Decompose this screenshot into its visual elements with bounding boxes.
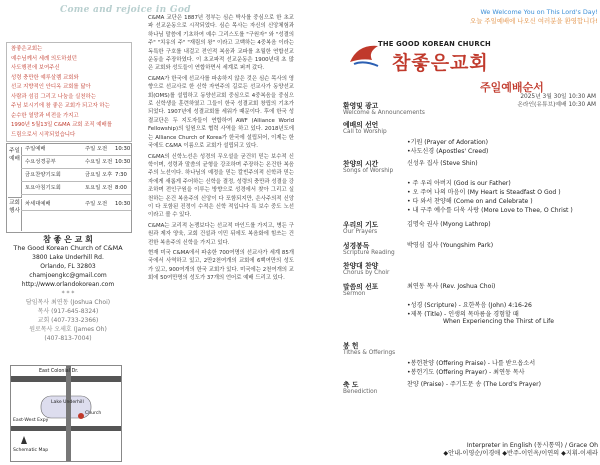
map-church-label: Church <box>85 411 102 416</box>
order-detail: • 다 와서 찬양해 (Come on and Celebrate ) <box>407 198 533 205</box>
order-item: 성경봉독 Scripture Reading <box>343 242 395 256</box>
order-detail: •봉헌기도 (Offering Prayer) - 최연동 목사 <box>407 369 525 376</box>
order-detail: •성경 (Scripture) - 요한복음 (John) 4:16-26 <box>407 302 532 309</box>
history-paragraph: C&MA의 신학노선은 성경의 무오설을 굳건히 믿는 보수적 신학이며, 성령과 말씀의 균형을 강조하며 주장하는 온건한 복음주의 노선이다. 하나님의 예정을 믿는 칼빈주의적 신학과 믿는 자에게 새롭게 주어하는 신학을 결정, 성령의 충만과 성결을 강조하며 전인구원을 이루는 방향으로 성경에서 찾아 그리고 실천하는 온건 복음주의 신앙이 다 포함되지만, 은사주의적 신앙이 다 포함된 진정이 수적은 신학 적입니다 특 보수 중도 노선이라고 볼 수 있다. <box>148 153 294 219</box>
order-detail: When Experiencing the Thirst of Life <box>443 318 555 325</box>
order-of-service-title: 주일예배순서 <box>480 81 544 94</box>
order-detail: 최연동 목사 (Rev. Joshua Choi) <box>407 283 496 290</box>
dove-logo-icon <box>348 40 382 70</box>
church-name-ko: 참 좋 은 교 회 <box>43 235 93 244</box>
order-detail: 찬양 (Praise) - 주기도문 송 (The Lord's Prayer) <box>407 381 542 388</box>
order-date: 2025년 3월 30일 10:30 AM 온라인(유튜브)예배 10:30 AM <box>517 94 596 108</box>
order-detail: •사도신경 (Apostles' Creed) <box>407 148 489 155</box>
church-address: 3800 Lake Underhill Rd. <box>32 254 104 261</box>
intro-line: 주님 보시기에 참 좋은 교회가 되고자 하는 <box>11 103 110 109</box>
separator-stars: * * * <box>61 290 75 297</box>
order-item: 우리의 기도 Our Prayers <box>343 221 379 235</box>
order-detail: • 내 구주 예수를 더욱 사랑 (More Love to Thee, O Christ ) <box>407 207 573 214</box>
church-phone: 교회 (407-733-2366) <box>37 317 99 324</box>
order-item: 봉 헌 Tithes & Offerings <box>343 342 396 356</box>
order-detail: •기원 (Prayer of Adoration) <box>407 139 489 146</box>
church-city: Orlando, FL 32803 <box>40 263 96 270</box>
history-paragraph: C&MA 교단은 1887년 정부는 심슨 박사를 중심으로 한 초교파 선교운동으로 시작되었다. 심슨 목사는 자신의 신앙체험과 하나님 말씀에 기초하여 예수 그리스도를 "구원자" 와 "성결의 주" "치유의 주" "재림의 왕" 이라고 고백하는 4중복음 이라는 독특한 구호를 내걸고 전인적 복음과 교파를 초월한 연합선교운동을 주장하였다. 이 초교파적 선교운동은 1900년대 초 많은 교회와 성도들이 연합하면서 세계로 퍼져 갔다. <box>148 15 294 72</box>
schedule-row: 주일예배 주일 오전 10:30 <box>21 144 131 156</box>
map-lake-underhill: Lake Underhill <box>51 400 84 405</box>
schematic-map <box>10 365 122 462</box>
church-website: http://www.orlandokorean.com <box>21 281 115 288</box>
intro-line: 선교 지향적인 안디옥 교회를 닮아 <box>11 84 91 90</box>
schedule-worship-label: 주일예배 <box>8 147 22 198</box>
order-item: 환영및 광고 Welcome & Announcements <box>343 102 425 116</box>
intro-line: 드림으로서 시작되었습니다 <box>11 131 76 138</box>
church-name-en: The Good Korean Church of C&MA <box>13 244 123 252</box>
welcome-block <box>430 8 598 26</box>
order-item: 말씀의 선포 Sermon <box>343 283 379 297</box>
order-item: 찬양대 찬양 Chorus by Choir <box>343 262 390 276</box>
welcome-en: We Welcome You on This Lord's Day! <box>480 8 598 16</box>
schedule-row: 토요아침기도회 토요일 오전 8:00 <box>21 183 131 195</box>
elder-phone: (407-813-7004) <box>44 335 92 342</box>
intro-line: 참좋은교회는 <box>11 46 43 52</box>
north-arrow-icon <box>21 436 27 444</box>
logo-text-en: THE GOOD KOREAN CHURCH <box>378 40 491 48</box>
elder-pastor: 원로목사 오세호 (James Oh) <box>29 326 107 333</box>
order-detail: • 주 우리 아버지 (God is our Father) <box>407 180 511 187</box>
order-detail: •봉헌찬양 (Offering Praise) - 나를 받으옵소서 <box>407 360 536 367</box>
intro-line: 사람과 섬김 그리고 나눔을 실천하는 <box>11 93 96 100</box>
order-item: 예배의 선언 Call to Worship <box>343 121 387 135</box>
welcome-ko: 오늘 주일예배에 나오신 여러분을 환영합니다! <box>470 17 598 25</box>
schedule-row: 수요성경공부 수요일 오전 10:30 <box>21 157 131 169</box>
order-detail: • 오 주여 나의 마음이 (My Heart is Steadfast O God ) <box>407 189 561 196</box>
cma-history-text <box>148 14 294 283</box>
pastor-phone: 목사 (917-645-8324) <box>37 308 99 315</box>
ushers-line: ◆안내-이영순/이경애 ◆반주-이인옥/이연의 ◆지휘-이세라 <box>443 450 598 457</box>
map-road-expy: East-West Expy <box>13 418 49 423</box>
logo-text-ko: 참좋은교회 <box>392 52 489 74</box>
order-item: 찬양의 시간 Songs of Worship <box>343 160 394 174</box>
schedule-table <box>6 143 132 233</box>
order-item: 축 도 Benediction <box>343 381 378 395</box>
footer <box>340 442 598 458</box>
intro-box <box>6 42 132 142</box>
history-paragraph: 현재 미국 C&MA에서 파송한 700여명의 선교사가 세계 85개국에서 사역하고 있고, 2만2천여개의 교회에 6백여만의 성도가 있고, 900여개의 한국 교회가 있다. 미국에는 2천여개의 교회에 50여만명의 성도가 37개의 언어로 예배 드리고 있다. <box>148 249 294 282</box>
schedule-row: 차세대예배 주일 오전 10:30 <box>21 199 131 211</box>
left-header-title: Come and rejoice in God <box>60 5 191 15</box>
map-road-colonial: East Colonial Dr. <box>39 369 79 374</box>
church-marker-icon <box>78 413 84 419</box>
intro-line: 1990년 5월13일 C&MA 교회 조직 예배를 <box>11 122 112 128</box>
order-detail: 김명숙 권사 (Myong Lathrop) <box>407 221 491 228</box>
map-label: Schematic Map <box>13 448 49 453</box>
schedule-row: 금요찬양기도회 금요일 오후 7:30 <box>21 170 131 182</box>
church-email: chamjoengkc@gmail.com <box>29 272 107 279</box>
intro-line: 순수한 열망과 비전을 가지고 <box>11 112 79 119</box>
history-paragraph: C&MA는 교리적 논쟁보다는 선교적 마인드를 가지고, 병든 구원과 제자 양육, 교회 건설과 이민 뒤에도 복음화에 힘쓰는 건전한 복음주의 신학을 가지고 있다. <box>148 222 294 246</box>
pastor-name: 담임목사 최연동 (Joshua Choi) <box>25 299 111 306</box>
intro-line: 사도행전에 보여주신 <box>11 65 60 71</box>
order-detail: •제목 (Title) - 인생의 목마름을 경험할 때 <box>407 311 519 318</box>
order-detail: 신성우 집사 (Steve Shin) <box>407 160 478 167</box>
history-paragraph: C&MA가 한국에 선교사를 파송하지 않은 것은 심슨 목사의 영향으로 선교사로 한 신학 자연주의 길로든 선교사가 동양선교회(OMS)를 설립하고 동양선교회 중심으로 4중복음을 중심으로 신학생을 훈련하였고 그들이 한국 성결교회 창립의 기초가 되었다. 1907년에 성결교회를 세워가 때문이다. 후에 한국 성결교단은 두 지도자들이 연합하여 AWF (Alliance World Fellowship)의 일원으로 협력 사역을 하고 있다. 2018년도에는 Alliance Church of Korea가 한국에 설립되어, 이제는 한국에도 C&MA 이름으로 교회가 설립되고 있다. <box>148 75 294 150</box>
interpreter-line: Interpreter in English (동시통역) / Grace Oh <box>466 442 598 449</box>
schedule-events-label: 교회행사 <box>8 199 22 231</box>
intro-line: 예수님께서 세례 의도하셨던 <box>11 55 77 62</box>
church-info <box>6 235 130 343</box>
intro-line: 성령 충만한 예루살렘 교회와 <box>11 74 79 81</box>
order-detail: 박영심 집사 (Youngshim Park) <box>407 242 494 249</box>
